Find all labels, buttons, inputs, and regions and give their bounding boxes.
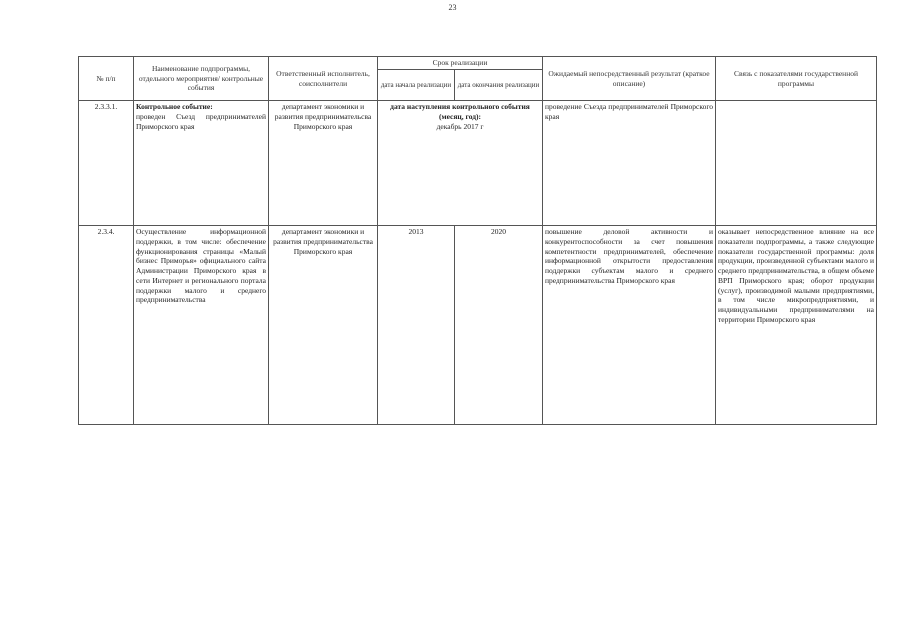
period-title: дата наступления контрольного события (месяц, год): — [390, 102, 530, 121]
header-num: № п/п — [79, 57, 134, 101]
period-value: декабрь 2017 г — [436, 121, 484, 131]
header-result: Ожидаемый непосредственный результат (краткое описание) — [543, 57, 716, 101]
table-row — [79, 101, 877, 226]
table-row — [79, 226, 877, 425]
header-period: Срок реализации — [378, 57, 543, 70]
row-link: оказывает непосредственное влияние на все показатели подпрограммы, а также следующие показатели государственной программы: доля продукции, произведенной субъектами малого и среднего предпринимательства, в общем объеме ВРП Приморского края; оборот продукции (услуг), производимой малыми предприятиями, в том числе микропредприятиями, и индивидуальными предпринимателями на территории Приморского края — [716, 226, 877, 425]
header-end: дата окончания реализации — [455, 70, 543, 101]
control-event-title: Контрольное событие: — [136, 102, 213, 111]
header-name: Наименование подпрограммы, отдельного мероприятия/ контрольные события — [134, 57, 269, 101]
row-end: 2020 — [455, 226, 543, 425]
header-responsible: Ответственный исполнитель, соисполнители — [269, 57, 378, 101]
row-name — [134, 101, 269, 226]
program-table — [78, 56, 877, 425]
row-number: 2.3.4. — [79, 226, 134, 425]
row-result: проведение Съезда предпринимателей Приморского края — [543, 101, 716, 226]
row-responsible: департамент экономики и развития предпринимательства Приморского края — [269, 226, 378, 425]
row-name: Осуществление информационной поддержки, в том числе: обеспечение функционирования страницы «Малый бизнес Приморья» официального сайта Администрации Приморского края в сети Интернет и регионального портала поддержки малого и среднего предпринимательства — [134, 226, 269, 425]
row-result: повышение деловой активности и конкурентоспособности за счет повышения компетентности предпринимателей, обеспечение информационной открытости предоставления поддержки субъектам малого и среднего предпринимательства Приморского края — [543, 226, 716, 425]
row-period — [378, 101, 543, 226]
row-number: 2.3.3.1. — [79, 101, 134, 226]
row-start: 2013 — [378, 226, 455, 425]
page-number: 23 — [448, 3, 457, 12]
header-link: Связь с показателями государственной программы — [716, 57, 877, 101]
control-event-text: проведен Съезд предпринимателей Приморского края — [136, 111, 266, 131]
row-responsible: департамент экономики и развития предпринимательсва Приморского края — [269, 101, 378, 226]
row-link — [716, 101, 877, 226]
header-start: дата начала реализации — [378, 70, 455, 101]
